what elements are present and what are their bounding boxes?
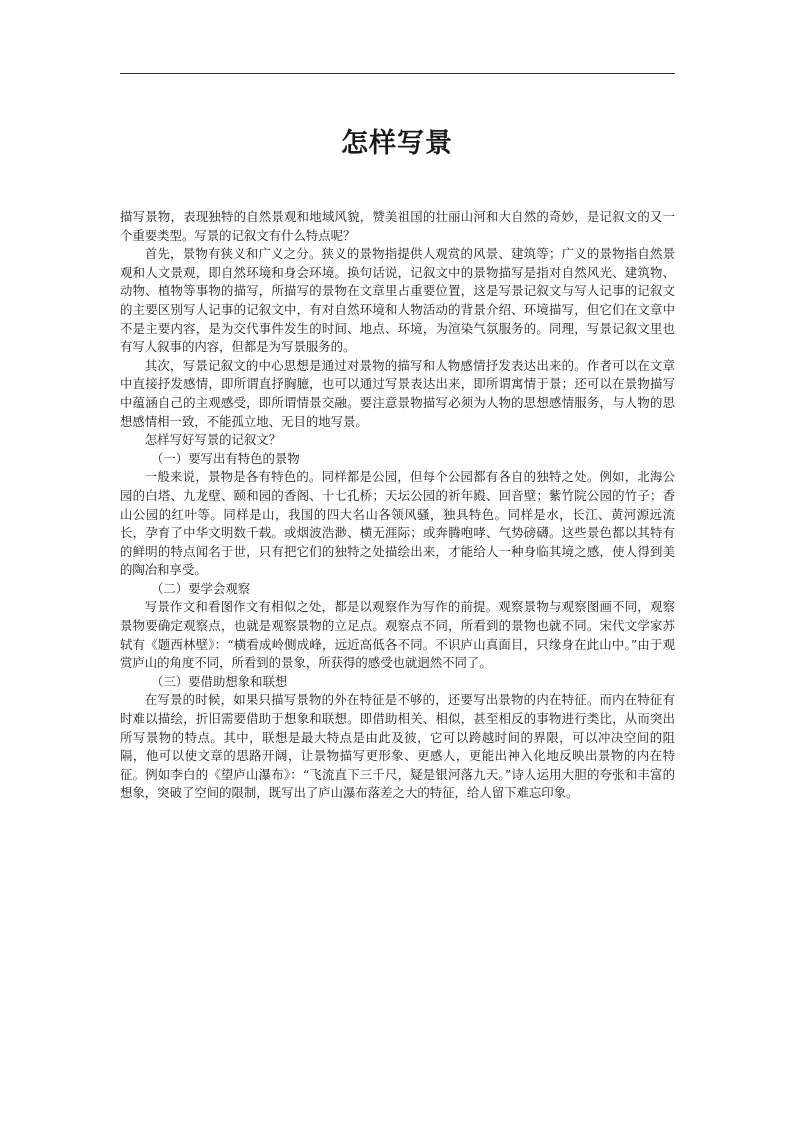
paragraph-question: 怎样写好写景的记叙文？ <box>144 432 282 448</box>
document-body <box>120 208 675 803</box>
paragraph-scope: 首先，景物有狭义和广义之分。狭义的景物指提供人观赏的风景、建筑等；广义的景物指自然景观和人文景观，即自然环境和身会环境。换句话说，记叙文中的景物描写是指对自然风光、建筑物、动物、植物等事物的描写，所描写的景物在文章里占重要位置，这是写景记叙文与写人记事的记叙文的主要区别写人记事的记叙文中，有对自然环境和人物活动的背景介绍、环境描写，但它们在文章中不是主要内容，是为交代事件发生的时间、地点、环境，为渲染气氛服务的。同理，写景记叙文里也有写人叙事的内容，但都是为写景服务的。 <box>120 246 675 355</box>
paragraph-imagination: 在写景的时候，如果只描写景物的外在特征是不够的，还要写出景物的内在特征。而内在特征有时难以描绘，折旧需要借助于想象和联想。即借助相关、相似，甚至相反的事物进行类比，从而突出所写景物的特点。其中，联想是最大特点是由此及彼，它可以跨越时间的界限，可以冲决空间的阻隔，他可以使文章的思路开阔，让景物描写更形象、更感人，更能出神入化地反映出景物的内在特征。例如李白的《望庐山瀑布》：“飞流直下三千尺，疑是银河落九天。”诗人运用大胆的夸张和丰富的想象，突破了空间的限制，既写出了庐山瀑布落差之大的特征，给人留下难忘印象。 <box>120 692 675 801</box>
section-heading-3: （三）要借助想象和联想 <box>151 673 288 689</box>
header-rule <box>120 73 675 74</box>
paragraph-features: 一般来说，景物是各有特色的。同样都是公园，但每个公园都有各自的独特之处。例如，北海公园的白塔、九龙壁、颐和园的香阁、十七孔桥；天坛公园的祈年殿、回音壁；紫竹院公园的竹子；香山公园的红叶等。同样是山，我国的四大名山各领风骚，独具特色。同样是水，长江、黄河源远流长，孕育了中华文明数千载。或烟波浩渺、横无涯际；或奔腾咆哮、气势磅礴。这些景色都以其特有的鲜明的特点闻名于世，只有把它们的独特之处描绘出来，才能给人一种身临其境之感，使人得到美的陶冶和享受。 <box>120 469 675 578</box>
section-heading-2: （二）要学会观察 <box>151 580 251 596</box>
paragraph-theme: 其次，写景记叙文的中心思想是通过对景物的描写和人物感情抒发表达出来的。作者可以在文章中直接抒发感情，即所谓直抒胸臆，也可以通过写景表达出来，即所谓寓情于景；还可以在景物描写中蕴涵自己的主观感受，即所谓情景交融。要注意景物描写必须为人物的思想感情服务，与人物的思想感情相一致，不能孤立地、无目的地写景。 <box>120 357 675 429</box>
paragraph-intro: 描写景物，表现独特的自然景观和地域风貌，赞美祖国的壮丽山河和大自然的奇妙，是记叙文的又一个重要类型。写景的记叙文有什么特点呢？ <box>120 209 675 243</box>
paragraph-observation: 写景作文和看图作文有相似之处，都是以观察作为写作的前提。观察景物与观察图画不同，观察景物要确定观察点，也就是观察景物的立足点。观察点不同，所看到的景物也就不同。宋代文学家苏轼有《题西林壁》：“横看成岭侧成峰，远近高低各不同。不识庐山真面目，只缘身在此山中。”由于观赏庐山的角度不同，所看到的景象，所获得的感受也就迥然不同了。 <box>120 599 675 671</box>
section-heading-1: （一）要写出有特色的景物 <box>151 450 300 466</box>
document-title: 怎样写景 <box>341 128 453 159</box>
